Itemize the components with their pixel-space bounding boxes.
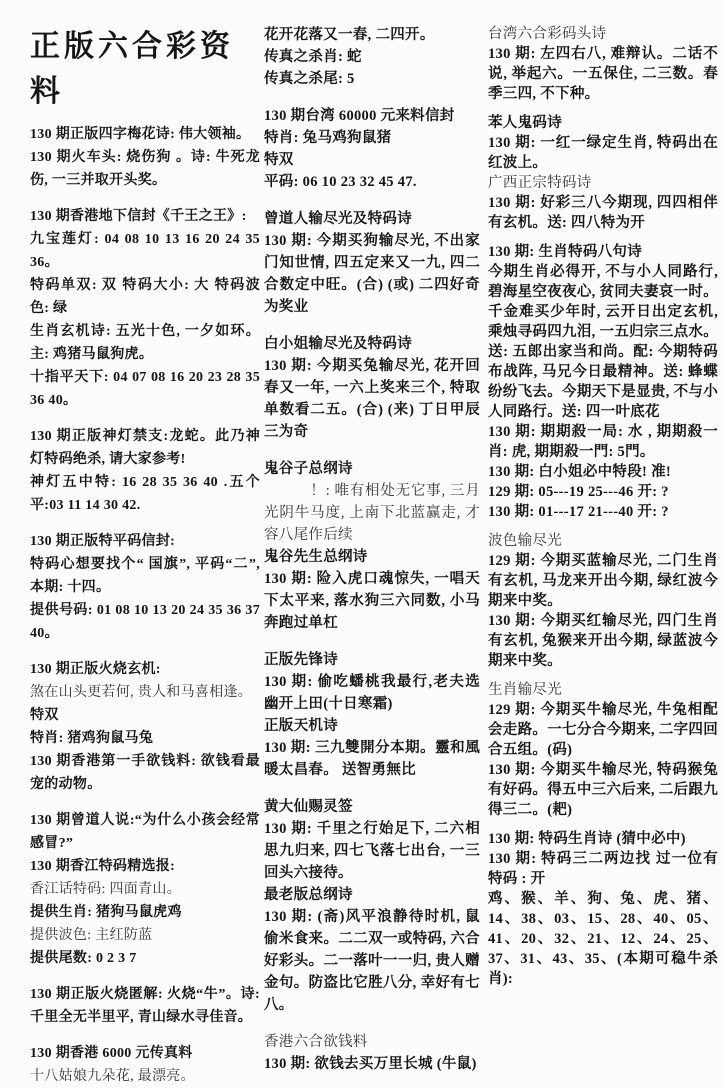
text-line: 130 期香港第一手欲钱料: 欲钱看最宠的动物。 bbox=[30, 754, 260, 792]
text-line: 台湾六合彩码头诗 bbox=[488, 26, 607, 42]
text-line: 特码心想要找个“ 国旗”, 平码“二”, 本期: 十四。 bbox=[30, 557, 260, 595]
text-line: 黄大仙赐灵签 bbox=[264, 799, 353, 815]
text-line: 130 期: 01---17 21---40 开: ? bbox=[488, 504, 669, 520]
text-line: 十指平天下: 04 07 08 16 20 23 28 35 36 40。 bbox=[30, 370, 260, 408]
text-line: 九宝莲灯: 04 08 10 13 16 20 24 35 36。 bbox=[30, 232, 260, 270]
text-line: 平码: 06 10 23 32 45 47. bbox=[264, 174, 417, 190]
text-line: 传真之杀尾: 5 bbox=[264, 71, 355, 87]
text-line: 130 期: 险入虎口魂惊失, 一唱天下太平来, 落水狗三六同数, 小马奔跑过单杠 bbox=[264, 571, 480, 631]
text-line: 130 期: 期期殺一局: 水 , 期期殺一肖: 虎, 期期殺一門: 5門。 bbox=[488, 424, 718, 460]
text-line: 130 期: 今期买牛输尽光, 特码猴兔有好码。得五中三六后来, 二后跟九得三二。(耙) bbox=[488, 762, 718, 818]
text-line: 鬼谷子总纲诗 bbox=[264, 461, 353, 477]
text-line: 鬼谷先生总纲诗 bbox=[264, 549, 368, 565]
text-line: 苯人鬼码诗 bbox=[488, 115, 562, 131]
text-line: 提供波色: 主红防蓝 bbox=[30, 928, 153, 943]
text-line: 130 期火车头: 烧伤狗 。诗: 牛死龙伤, 一三并取开头奖。 bbox=[30, 150, 260, 188]
text-line: 正版先锋诗 bbox=[264, 652, 338, 668]
text-line: 特肖: 猪鸡狗鼠马兔 bbox=[30, 731, 154, 746]
text-line: 传真之杀肖: 蛇 bbox=[264, 49, 362, 65]
text-line: 130 期曾道人说:“为什么小孩会经常感冒?” bbox=[30, 813, 260, 851]
text-line: 生肖玄机诗: 五光十色, 一夕如环。主: 鸡猪马鼠狗虎。 bbox=[30, 324, 260, 362]
text-line: 130 期: 千里之行始足下, 二六相思九归来, 四七飞落七出台, 一三回头六接待。 bbox=[264, 821, 480, 881]
text-line: 130 期: (斋)风平浪静待时机, 鼠偷米食来。二二双一或特码, 六合好彩头。二一落叶一一归, 贵人赠金句。防盗比它胜八分, 幸好有七八。 bbox=[264, 909, 480, 1013]
text-line: 波色输尽光 bbox=[488, 533, 562, 549]
text-line: 正版天机诗 bbox=[264, 718, 338, 734]
text-line: ！: 唯有相处无它事, 三月光阴牛马度, 上南下北蓝赢走, 才容八尾作后续 bbox=[264, 483, 480, 543]
text-line: 特双 bbox=[264, 152, 294, 168]
text-line: 提供生肖: 猪狗马鼠虎鸡 bbox=[30, 905, 182, 920]
text-line: 提供号码: 01 08 10 13 20 24 35 36 37 40。 bbox=[30, 603, 260, 641]
text-line: 特双 bbox=[30, 708, 59, 723]
text-line: 130 期: 偷吃蟠桃我最行,老夫选幽开上田(十日寒霜) bbox=[264, 674, 480, 712]
text-line: 130 期: 今期买狗输尽光, 不出家门知世情, 四五定来又一九, 四二合数定中旺。(合) (或) 二四好奇为奖业 bbox=[264, 233, 480, 315]
text-line: 130 期正版特平码信封: bbox=[30, 534, 176, 549]
text-line: 130 期香江特码精选报: bbox=[30, 859, 176, 874]
text-line: 今期生肖必得开, 不与小人同路行, 碧海星空夜夜心, 贫同夫妻哀一时。千金难买少年时, 云开日出定玄机, 乘烛寻码四九泪, 一五归宗三点水。送: 五郎出家当和尚。配: 今期特码布战阵, 马兄今日最精神。送: 蜂蝶纷纷飞去。今期天下是显贵, 不与小人同路行。送: 四一叶底花 bbox=[488, 264, 718, 420]
text-line: 130 期: 特码生肖诗 (猜中必中) bbox=[488, 831, 686, 847]
text-line: 130 期: 一红一绿定生肖, 特码出在红波上。 bbox=[488, 135, 718, 171]
text-line: 提供尾数: 0 2 3 7 bbox=[30, 951, 137, 966]
text-line: 神灯五中特: 16 28 35 36 40 .五个平:03 11 14 30 42. bbox=[30, 475, 260, 513]
text-line: 生肖输尽光 bbox=[488, 682, 562, 698]
text-line: 130 期: 特码三二两边找 过一位有特码 : 开 bbox=[488, 851, 718, 887]
text-line: 129 期: 今期买牛输尽光, 牛兔相配会走路。一七分合今期来, 二字四回合五组。(码) bbox=[488, 702, 718, 758]
column-right bbox=[488, 24, 718, 1024]
text-line: 香港六合欲钱料 bbox=[264, 1034, 368, 1050]
text-line: 130 期正版火烧玄机: bbox=[30, 662, 161, 677]
text-line: 曾道人输尽光及特码诗 bbox=[264, 211, 412, 227]
text-line: 特肖: 兔马鸡狗鼠猪 bbox=[264, 130, 392, 146]
text-line: 130 期正版四字梅花诗: 伟大领袖。 bbox=[30, 127, 251, 142]
text-line: 最老版总纲诗 bbox=[264, 887, 353, 903]
text-line: 130 期: 三九雙開分本期。靈和風暖太昌春。 送智勇無比 bbox=[264, 740, 480, 778]
column-middle bbox=[264, 24, 480, 1072]
text-line: 129 期: 05---19 25---46 开: ? bbox=[488, 484, 669, 500]
text-line: 130 期台湾 60000 元来料信封 bbox=[264, 108, 455, 124]
text-line: 白小姐输尽光及特码诗 bbox=[264, 336, 412, 352]
text-line: 十八姑娘九朵花, 最漂亮。 bbox=[30, 1069, 195, 1084]
text-line: 香江话特码: 四面青山。 bbox=[30, 882, 181, 897]
text-line: 130 期: 白小姐必中特段! 准! bbox=[488, 464, 672, 480]
text-line: 130 期: 今期买兔输尽光, 花开回春又一年, 一六上奖来三个, 特取单数看二五。(合) (来) 丁日甲辰三为奇 bbox=[264, 358, 480, 440]
text-line: 煞在山头更若何, 贵人和马喜相逢。 bbox=[30, 685, 253, 700]
text-line: 广西正宗特码诗 bbox=[488, 175, 592, 191]
text-line: 130 期香港 6000 元传真料 bbox=[30, 1046, 193, 1061]
text-line: 130 期: 好彩三八今期现, 四四相伴有玄机。送: 四八特为开 bbox=[488, 195, 718, 231]
text-line: 花开花落又一春, 二四开。 bbox=[264, 27, 435, 43]
column-left bbox=[30, 24, 260, 1084]
text-line: 130 期正版火烧匿解: 火烧“牛”。诗: 千里全无半里平, 青山绿水寻佳音。 bbox=[30, 987, 260, 1025]
text-line: 129 期: 今期买蓝输尽光, 二门生肖有玄机, 马龙来开出今期, 绿红波今期来中奖。 bbox=[488, 553, 718, 609]
text-line: 130 期: 左四右八, 难辩认。二话不说, 举起六。一五保住, 二三数。春季三四, 不下种。 bbox=[488, 46, 718, 102]
text-line: 130 期: 欲钱去买万里长城 (牛鼠) bbox=[264, 1056, 477, 1072]
text-line: 特码单双: 双 特码大小: 大 特码波色: 绿 bbox=[30, 278, 260, 316]
text-line: 130 期: 生肖特码八句诗 bbox=[488, 244, 643, 260]
text-line: 130 期香港地下信封《千王之王》: bbox=[30, 209, 247, 224]
text-line: 130 期正版神灯禁支:龙蛇。此乃神灯特码绝杀, 请大家参考! bbox=[30, 429, 260, 467]
page-title: 正版六合彩资料 bbox=[30, 30, 234, 108]
text-line: 鸡、猴、羊、狗、兔、虎、猪、14、38、03、15、28、40、05、41、20、32、21、12、24、25、37、31、43、35、(本期可稳牛杀肖): bbox=[488, 891, 718, 987]
text-line: 130 期: 今期买红输尽光, 四门生肖有玄机, 兔猴来开出今期, 绿蓝波今期来中奖。 bbox=[488, 613, 718, 669]
